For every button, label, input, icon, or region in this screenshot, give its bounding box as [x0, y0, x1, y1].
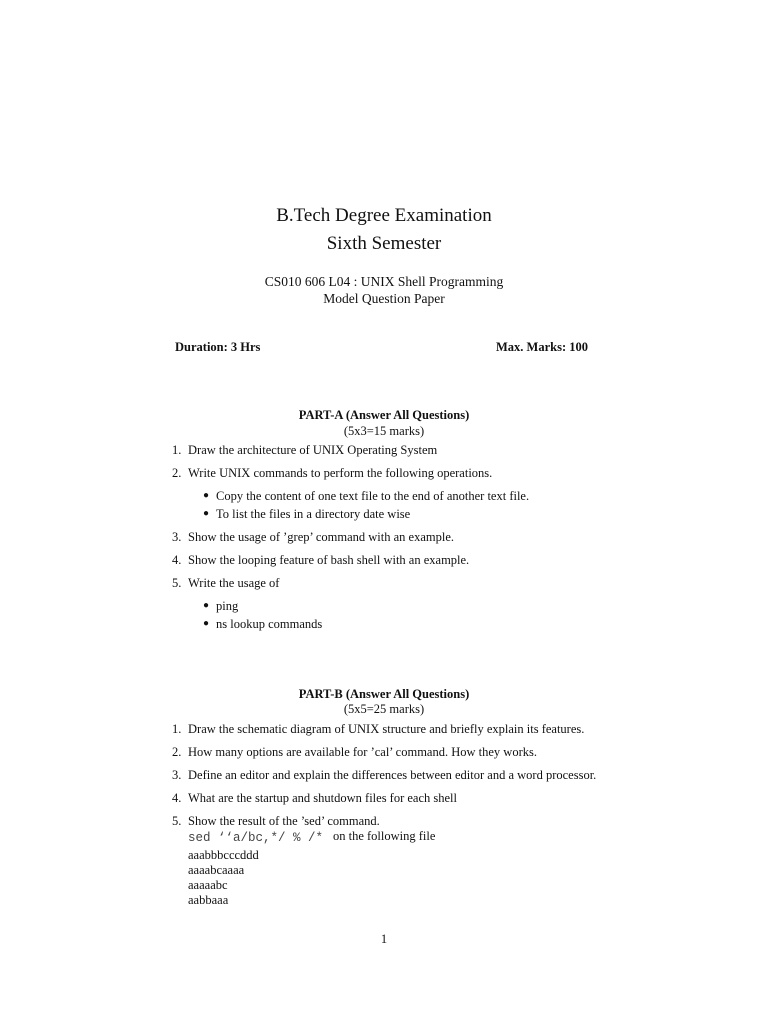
bullet-icon: ● [203, 618, 210, 629]
max-marks: Max. Marks: 100 [496, 340, 588, 354]
bullet-text: Copy the content of one text file to the end of another text file. [216, 489, 530, 503]
question-number: 2. [172, 745, 182, 759]
part-a-marks: (5x3=15 marks) [343, 424, 425, 438]
course-title: CS010 606 L04 : UNIX Shell Programming [264, 274, 504, 289]
question-text: How many options are available for ’cal’ command. How they works. [188, 745, 537, 759]
question-text: Write UNIX commands to perform the following operations. [188, 466, 493, 480]
exam-title: B.Tech Degree Examination [276, 205, 492, 226]
duration: Duration: 3 Hrs [175, 340, 261, 354]
question-number: 4. [172, 553, 182, 567]
bullet-text: ns lookup commands [216, 617, 323, 631]
bullet-icon: ● [203, 508, 210, 519]
bullet-icon: ● [203, 600, 210, 611]
question-number: 5. [172, 814, 182, 828]
question-number: 1. [172, 722, 182, 736]
file-line: aaaaabc [188, 878, 228, 892]
part-b-marks: (5x5=25 marks) [343, 702, 425, 716]
part-b-heading: PART-B (Answer All Questions) [298, 687, 470, 701]
question-number: 5. [172, 576, 182, 590]
question-text: Define an editor and explain the differences between editor and a word processor. [188, 768, 597, 782]
sed-command-suffix: on the following file [333, 829, 436, 843]
semester-title: Sixth Semester [326, 233, 442, 254]
bullet-text: To list the files in a directory date wise [216, 507, 411, 521]
sed-command: sed ‘‘a/bc,*/ % /* [188, 831, 324, 845]
file-line: aaabbbcccddd [188, 848, 259, 862]
question-number: 1. [172, 443, 182, 457]
question-text: What are the startup and shutdown files for each shell [188, 791, 458, 805]
question-text: Show the result of the ’sed’ command. [188, 814, 380, 828]
part-a-heading: PART-A (Answer All Questions) [298, 408, 470, 422]
question-number: 3. [172, 530, 182, 544]
question-text: Draw the architecture of UNIX Operating System [188, 443, 438, 457]
file-line: aaaabcaaaa [188, 863, 245, 877]
question-text: Show the usage of ’grep’ command with an example. [188, 530, 455, 544]
question-number: 2. [172, 466, 182, 480]
question-text: Draw the schematic diagram of UNIX structure and briefly explain its features. [188, 722, 585, 736]
paper-type: Model Question Paper [323, 291, 445, 306]
question-text: Write the usage of [188, 576, 280, 590]
page-number: 1 [380, 932, 388, 946]
bullet-icon: ● [203, 490, 210, 501]
question-number: 4. [172, 791, 182, 805]
question-number: 3. [172, 768, 182, 782]
question-text: Show the looping feature of bash shell with an example. [188, 553, 470, 567]
bullet-text: ping [216, 599, 239, 613]
file-line: aabbaaa [188, 893, 229, 907]
